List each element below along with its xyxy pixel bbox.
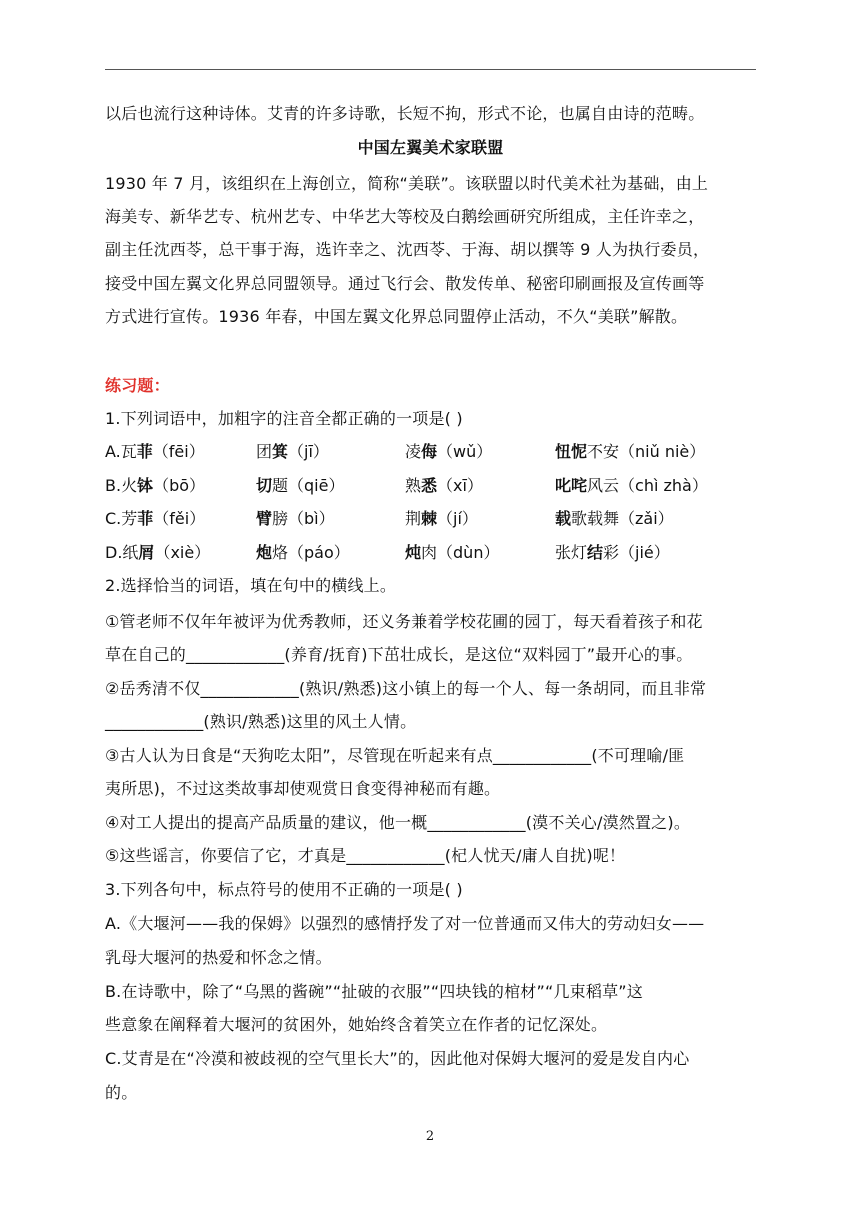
q1-option-item: 张灯结彩（jié） — [555, 543, 670, 562]
q1-option-item: 炖肉（dùn） — [405, 543, 500, 562]
q3-line: B.在诗歌中，除了“乌黑的酱碗”“扯破的衣服”“四块钱的棺材”“几束稻草”这 — [105, 982, 643, 1001]
q1-option-item: 载歌载舞（zǎi） — [555, 509, 674, 528]
q2-line: 草在自己的____________(养育/抚育)下茁壮成长，是这位“双料园丁”最开心的事。 — [105, 645, 693, 664]
q3-line: C.艾青是在“冷漠和被歧视的空气里长大”的，因此他对保姆大堰河的爱是发自内心 — [105, 1049, 690, 1068]
section-title: 中国左翼美术家联盟 — [357, 138, 504, 157]
q1-option-item: 荆棘（jí） — [405, 509, 478, 528]
q2-line: ____________(熟识/熟悉)这里的风土人情。 — [105, 712, 417, 731]
q1-option-item: 团箕（jī） — [256, 442, 329, 461]
q1-option-item: 熟悉（xī） — [405, 476, 483, 495]
exercise-heading: 练习题： — [105, 376, 170, 395]
q3-line: 乳母大堰河的热爱和怀念之情。 — [105, 948, 332, 967]
header-rule — [105, 69, 756, 70]
q1-option-b: B.火钵（bō） — [105, 476, 206, 495]
q2-line: ⑤这些谣言，你要信了它，才真是____________(杞人忧天/庸人自扰)呢！ — [105, 846, 626, 865]
q2-line: ④对工人提出的提高产品质量的建议，他一概____________(漠不关心/漠然置之)。 — [105, 813, 691, 832]
q1-option-c: C.芳菲（fěi） — [105, 509, 206, 528]
q3-line: 的。 — [105, 1083, 138, 1102]
q1-option-d: D.纸屑（xiè） — [105, 543, 211, 562]
page-number: 2 — [425, 1129, 435, 1144]
q1-option-item: 叱咤风云（chì zhà） — [555, 476, 708, 495]
section-paragraph-line: 接受中国左翼文化界总同盟领导。通过飞行会、散发传单、秘密印刷画报及宣传画等 — [105, 274, 705, 293]
q3-line: 些意象在阐释着大堰河的贫困外，她始终含着笑立在作者的记忆深处。 — [105, 1015, 608, 1034]
q1-option-item: 炮烙（páo） — [256, 543, 350, 562]
section-paragraph-line: 1930 年 7 月，该组织在上海创立，简称“美联”。该联盟以时代美术社为基础，由上 — [105, 174, 709, 193]
q3-stem: 3.下列各句中，标点符号的使用不正确的一项是( ) — [105, 880, 463, 899]
q1-option-item: 忸怩不安（niǔ niè） — [555, 442, 706, 461]
section-paragraph-line: 方式进行宣传。1936 年春，中国左翼文化界总同盟停止活动，不久“美联”解散。 — [105, 307, 688, 326]
intro-line: 以后也流行这种诗体。艾青的许多诗歌，长短不拘，形式不论，也属自由诗的范畴。 — [105, 104, 705, 123]
q2-line: ②岳秀清不仅____________(熟识/熟悉)这小镇上的每一个人、每一条胡同，而且非常 — [105, 679, 707, 698]
q1-stem: 1.下列词语中，加粗字的注音全都正确的一项是( ) — [105, 409, 463, 428]
q1-option-item: 切题（qiē） — [256, 476, 345, 495]
q1-option-item: 凌侮（wǔ） — [405, 442, 493, 461]
section-paragraph-line: 副主任沈西苓，总干事于海，选许幸之、沈西苓、于海、胡以撰等 9 人为执行委员， — [105, 240, 710, 259]
q1-option-a: A.瓦菲（fēi） — [105, 442, 205, 461]
q1-option-item: 臂膀（bì） — [256, 509, 335, 528]
q2-line: 夷所思)，不过这类故事却使观赏日食变得神秘而有趣。 — [105, 779, 501, 798]
q2-line: ③古人认为日食是“天狗吃太阳”，尽管现在听起来有点____________(不可理喻/匪 — [105, 746, 685, 765]
q2-stem: 2.选择恰当的词语，填在句中的横线上。 — [105, 576, 397, 595]
q2-line: ①管老师不仅年年被评为优秀教师，还义务兼着学校花圃的园丁，每天看着孩子和花 — [105, 612, 703, 631]
q3-line: A.《大堰河——我的保姆》以强烈的感情抒发了对一位普通而又伟大的劳动妇女—— — [105, 914, 705, 933]
section-paragraph-line: 海美专、新华艺专、杭州艺专、中华艺大等校及白鹅绘画研究所组成，主任许幸之， — [105, 207, 705, 226]
